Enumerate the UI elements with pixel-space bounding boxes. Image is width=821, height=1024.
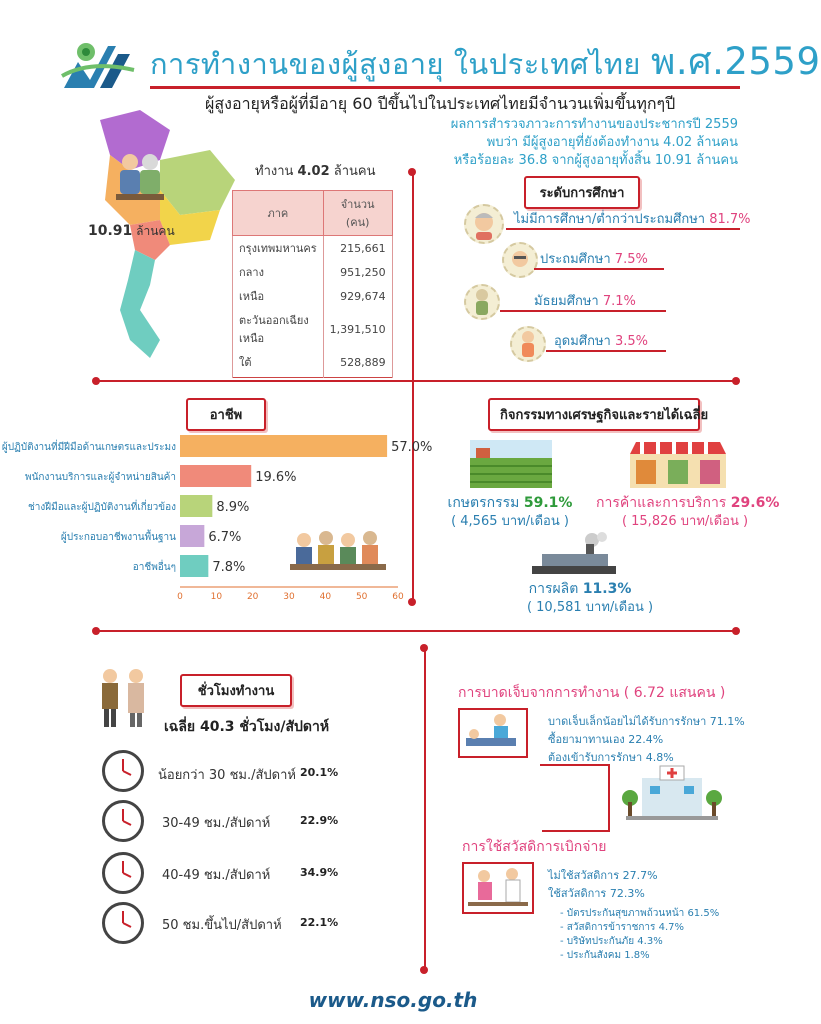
- working-unit: ล้านคน: [333, 164, 376, 179]
- table-row: [233, 350, 393, 378]
- occupation-x-tick: 50: [355, 592, 368, 602]
- table-cell-region: กลาง: [233, 260, 324, 284]
- edu-pct: 7.1%: [602, 294, 636, 309]
- injury-title: การบาดเจ็บจากการทำงาน ( 6.72 แสนคน ): [458, 685, 726, 701]
- occupation-category-label: ช่างฝีมือและผู้ปฏิบัติงานที่เกี่ยวข้อง: [27, 502, 176, 513]
- econ-pct: 59.1%: [523, 495, 573, 511]
- occupation-x-tick: 40: [319, 592, 332, 602]
- intro-line: พบว่า มีผู้สูงอายุที่ยังต้องทำงาน 4.02 ล้านคน: [486, 135, 738, 150]
- econ-income-1: ( 15,826 บาท/เดือน ): [621, 514, 749, 529]
- occupation-bar: [180, 555, 208, 577]
- occupation-x-tick: 60: [392, 592, 404, 602]
- occupation-bar-value: 57.0%: [391, 440, 433, 455]
- edu-label: อุดมศึกษา: [554, 334, 611, 349]
- table-cell-count: 929,674: [323, 284, 392, 308]
- divider-dot: [92, 627, 100, 635]
- title-underline: [150, 86, 740, 89]
- hours-item-pct: 22.9%: [300, 814, 339, 827]
- occupation-chart: [0, 430, 433, 602]
- welfare-sub-item: - บริษัทประกันภัย 4.3%: [560, 936, 663, 947]
- divider-dot: [732, 377, 740, 385]
- table-cell-count: 528,889: [323, 350, 392, 378]
- edu-pct: 7.5%: [614, 252, 648, 267]
- intro-line: หรือร้อยละ 36.8 จากผู้สูงอายุทั้งสิ้น 10.91 ล้านคน: [453, 153, 738, 168]
- elderly-face-icon: [464, 204, 504, 244]
- occupation-x-tick: 30: [283, 592, 295, 602]
- welfare-sub-item: - สวัสดิการข้าราชการ 4.7%: [560, 922, 684, 933]
- injury-connector-h: [542, 830, 610, 832]
- occupation-bar-value: 7.8%: [212, 560, 246, 575]
- intro-line: ผลการสำรวจภาวะการทำงานของประชากรปี 2559: [450, 117, 738, 132]
- elderly-couple-standing-icon: [96, 668, 152, 728]
- page-title-year: พ.ศ.2559: [650, 40, 821, 83]
- edu-label: ประถมศึกษา: [540, 252, 611, 267]
- workers-meeting-icon: [290, 528, 386, 574]
- edu-underline: [506, 228, 740, 230]
- clock-icon: [102, 852, 144, 894]
- econ-income-0: ( 4,565 บาท/เดือน ): [451, 514, 569, 529]
- table-cell-region: ใต้: [233, 350, 324, 378]
- divider-dot: [732, 627, 740, 635]
- working-summary: [255, 160, 376, 181]
- econ-pct: 11.3%: [582, 581, 632, 597]
- injury-item: ต้องเข้ารับการรักษา 4.8%: [548, 751, 674, 764]
- hours-item-label: 50 ชม.ขึ้นไป/สัปดาห์: [162, 918, 282, 933]
- econ-pct: 29.6%: [730, 495, 780, 511]
- welfare-item: ไม่ใช้สวัสดิการ 27.7%: [548, 869, 658, 882]
- occupation-category-label: ผู้ปฏิบัติงานที่มีฝีมือด้านเกษตรและประมง: [1, 442, 176, 453]
- table-row: [233, 308, 393, 350]
- working-value: 4.02: [297, 164, 330, 179]
- occupation-bar: [180, 495, 212, 517]
- table-cell-count: 215,661: [323, 236, 392, 261]
- elderly-figure-icon: [510, 326, 546, 362]
- table-cell-region: ตะวันออกเฉียงเหนือ: [233, 308, 324, 350]
- logo: [60, 40, 140, 92]
- page-title: [150, 32, 821, 91]
- occupation-bar-value: 19.6%: [255, 470, 297, 485]
- edu-label: มัธยมศึกษา: [534, 294, 599, 309]
- divider-dot: [420, 644, 428, 652]
- table-row: [233, 284, 393, 308]
- occupation-bar: [180, 435, 387, 457]
- welfare-title: การใช้สวัสดิการเบิกจ่าย: [462, 839, 607, 855]
- occupation-title: อาชีพ: [186, 398, 266, 431]
- map-total-value: 10.91: [88, 223, 133, 239]
- table-cell-count: 951,250: [323, 260, 392, 284]
- hours-item-pct: 22.1%: [300, 916, 339, 929]
- farm-icon: [470, 440, 552, 488]
- table-header-count: จำนวน (คน): [323, 191, 392, 236]
- welfare-sub-item: - บัตรประกันสุขภาพถ้วนหน้า 61.5%: [560, 908, 720, 919]
- map-total-unit: ล้านคน: [136, 224, 175, 238]
- divider-dot: [92, 377, 100, 385]
- market-icon: [630, 440, 726, 488]
- horizontal-divider-low: [96, 630, 736, 632]
- edu-item-0: [514, 208, 751, 229]
- occupation-bar-value: 8.9%: [216, 500, 250, 515]
- factory-icon: [532, 532, 616, 574]
- hours-average: เฉลี่ย 40.3 ชั่วโมง/สัปดาห์: [164, 719, 330, 735]
- econ-name: เกษตรกรรม: [447, 495, 520, 511]
- region-table: [232, 190, 393, 378]
- edu-underline: [546, 350, 666, 352]
- divider-dot: [408, 168, 416, 176]
- edu-pct: 3.5%: [614, 334, 648, 349]
- table-header-region: ภาค: [233, 191, 324, 236]
- map-total: [88, 222, 175, 241]
- injury-bracket: [540, 764, 610, 766]
- table-row: [233, 236, 393, 261]
- table-cell-region: เหนือ: [233, 284, 324, 308]
- injury-item: บาดเจ็บเล็กน้อยไม่ได้รับการรักษา 71.1%: [548, 715, 745, 728]
- page-title-text: การทำงานของผู้สูงอายุ ในประเทศไทย: [150, 47, 641, 81]
- table-row: [233, 260, 393, 284]
- edu-item-1: [540, 248, 648, 269]
- occupation-chart-svg: [0, 430, 433, 602]
- clock-icon: [102, 902, 144, 944]
- occupation-category-label: อาชีพอื่นๆ: [132, 562, 176, 573]
- hours-item-label: 40-49 ชม./สัปดาห์: [162, 868, 271, 883]
- occupation-bar: [180, 465, 251, 487]
- divider-dot: [420, 966, 428, 974]
- welfare-sub-item: - ประกันสังคม 1.8%: [560, 950, 650, 961]
- hours-title: ชั่วโมงทำงาน: [180, 674, 292, 707]
- injury-item: ซื้อยามาทานเอง 22.4%: [548, 733, 664, 746]
- clock-icon: [102, 800, 144, 842]
- econ-name: การค้าและการบริการ: [596, 495, 727, 511]
- hours-item-label: 30-49 ชม./สัปดาห์: [162, 816, 271, 831]
- edu-item-2: [534, 290, 636, 311]
- hours-item-pct: 34.9%: [300, 866, 339, 879]
- occupation-category-label: พนักงานบริการและผู้จำหน่ายสินค้า: [24, 472, 176, 483]
- elderly-couple-icon: [110, 150, 170, 210]
- elderly-face-icon: [502, 242, 538, 278]
- table-cell-count: 1,391,510: [323, 308, 392, 350]
- footer-url[interactable]: www.nso.go.th: [308, 988, 478, 1012]
- education-title: ระดับการศึกษา: [524, 176, 640, 209]
- table-header-row: [233, 191, 393, 236]
- occupation-x-tick: 0: [177, 592, 183, 602]
- occupation-x-tick: 20: [246, 592, 259, 602]
- economic-title: กิจกรรมทางเศรษฐกิจและรายได้เฉลี่ย: [488, 398, 700, 431]
- occupation-bar: [180, 525, 204, 547]
- edu-item-3: [554, 330, 648, 351]
- hospital-icon: [622, 758, 722, 822]
- edu-underline: [534, 268, 664, 270]
- nso-logo-icon: [60, 40, 140, 92]
- occupation-category-label: ผู้ประกอบอาชีพงานพื้นฐาน: [60, 532, 176, 543]
- doctor-patient-icon: [462, 862, 534, 914]
- intro-text: [451, 116, 738, 170]
- econ-name: การผลิต: [528, 581, 579, 597]
- page-subtitle: ผู้สูงอายุหรือผู้ที่มีอายุ 60 ปีขึ้นไปในประเทศไทยมีจำนวนเพิ่มขึ้นทุกๆปี: [205, 94, 676, 113]
- elderly-figure-icon: [464, 284, 500, 320]
- vertical-divider-bottom: [424, 648, 426, 970]
- patient-bed-icon: [458, 708, 528, 758]
- edu-label: ไม่มีการศึกษา/ต่ำกว่าประถมศึกษา: [514, 212, 706, 227]
- horizontal-divider-mid: [96, 380, 736, 382]
- welfare-item: ใช้สวัสดิการ 72.3%: [548, 887, 645, 900]
- edu-underline: [500, 310, 666, 312]
- injury-connector: [608, 764, 610, 832]
- working-label: ทำงาน: [255, 164, 294, 179]
- edu-pct: 81.7%: [709, 212, 751, 227]
- econ-income-2: ( 10,581 บาท/เดือน ): [526, 600, 654, 615]
- occupation-bar-value: 6.7%: [208, 530, 242, 545]
- clock-icon: [102, 750, 144, 792]
- table-cell-region: กรุงเทพมหานคร: [233, 236, 324, 261]
- hours-item-label: น้อยกว่า 30 ชม./สัปดาห์: [158, 768, 296, 783]
- hours-item-pct: 20.1%: [300, 766, 339, 779]
- occupation-x-tick: 10: [210, 592, 223, 602]
